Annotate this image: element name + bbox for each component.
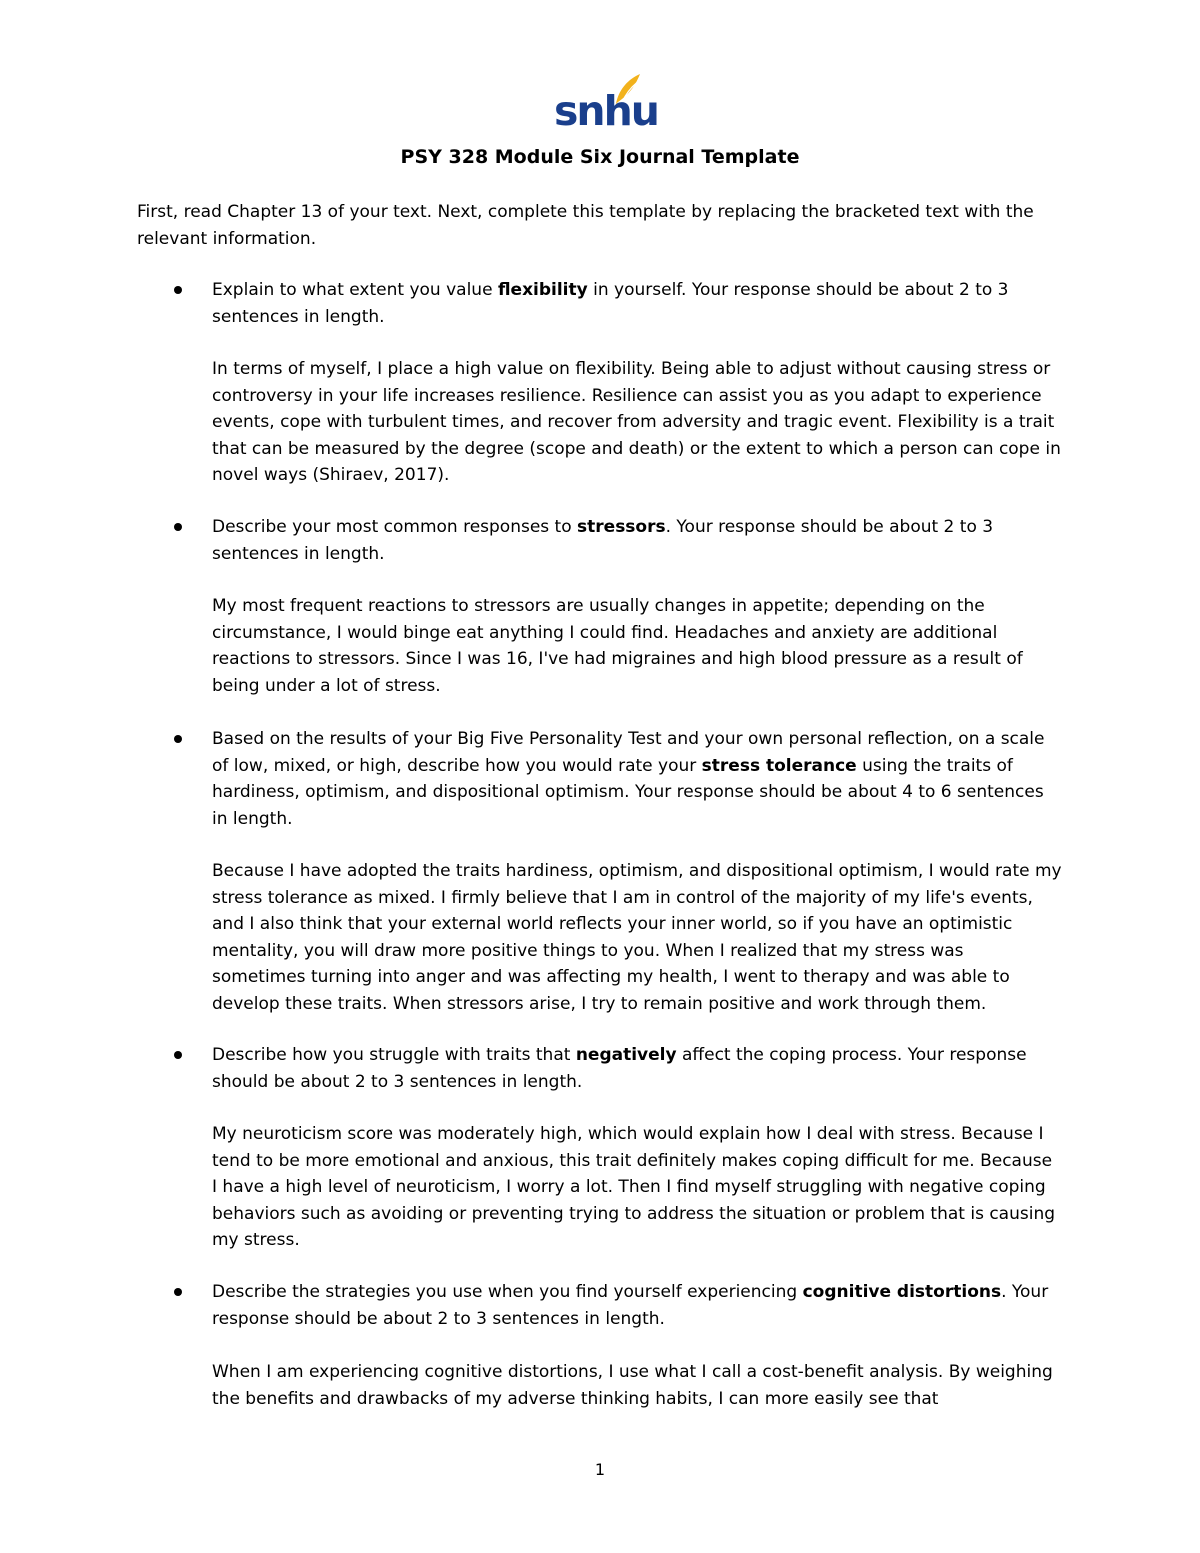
page-title: PSY 328 Module Six Journal Template — [400, 146, 800, 168]
bullet-icon — [174, 286, 182, 294]
bullet-icon — [174, 523, 182, 531]
bullet-icon — [174, 1051, 182, 1059]
answer-1: In terms of myself, I place a high value on flexibility. Being able to adjust without causing stress or controversy in your life increases resilience. Resilience can assist you as you adapt to experience events, cope with turbulent times, and recover from adversity and tragic event. Flexibility is a trait that can be measured by the degree (scope and death) or the extent to which a person can cope in novel ways (Shiraev, 2017). — [212, 359, 1061, 485]
answer-3: Because I have adopted the traits hardiness, optimism, and dispositional optimism, I would rate my stress tolerance as mixed. I firmly believe that I am in control of the majority of my life's events, and I also think that your external world reflects your inner world, so if you have an optimistic mentality, you will draw more positive things to you. When I realized that my stress was sometimes turning into anger and was affecting my health, I went to therapy and was able to develop these traits. When stressors arise, I try to remain positive and work through them. — [212, 861, 1062, 1014]
intro-text: First, read Chapter 13 of your text. Next, complete this template by replacing the bracketed text with the relevant information. — [137, 202, 1034, 249]
question-2: Describe your most common responses to stressors. Your response should be about 2 to 3 sentences in length. — [212, 517, 994, 564]
question-1: Explain to what extent you value flexibility in yourself. Your response should be about 2 to 3 sentences in length. — [212, 280, 1009, 327]
logo-wordmark: snhu — [554, 87, 658, 135]
bullet-icon — [174, 735, 182, 743]
page-number: 1 — [594, 1460, 606, 1479]
answer-5: When I am experiencing cognitive distortions, I use what I call a cost-benefit analysis. By weighing the benefits and drawbacks of my adverse thinking habits, I can more easily see that — [212, 1362, 1053, 1409]
answer-2: My most frequent reactions to stressors are usually changes in appetite; depending on the circumstance, I would binge eat anything I could find. Headaches and anxiety are additional reactions to stressors. Since I was 16, I've had migraines and high blood pressure as a result of being under a lot of stress. — [212, 596, 1023, 696]
question-4: Describe how you struggle with traits that negatively affect the coping process. Your response should be about 2 to 3 sentences in length. — [212, 1045, 1027, 1092]
answer-4: My neuroticism score was moderately high, which would explain how I deal with stress. Because I tend to be more emotional and anxious, this trait definitely makes coping difficult for me. Because I have a high level of neuroticism, I worry a lot. Then I find myself struggling with negative coping behaviors such as avoiding or preventing trying to address the situation or problem that is causing my stress. — [212, 1124, 1056, 1250]
snhu-logo — [554, 72, 658, 135]
question-5: Describe the strategies you use when you find yourself experiencing cognitive distortions. Your response should be about 2 to 3 sentences in length. — [212, 1282, 1049, 1329]
bullet-icon — [174, 1288, 182, 1296]
question-3: Based on the results of your Big Five Personality Test and your own personal reflection, on a scale of low, mixed, or high, describe how you would rate your stress tolerance using the traits of hardiness, optimism, and dispositional optimism. Your response should be about 4 to 6 sentences in length. — [212, 729, 1045, 829]
